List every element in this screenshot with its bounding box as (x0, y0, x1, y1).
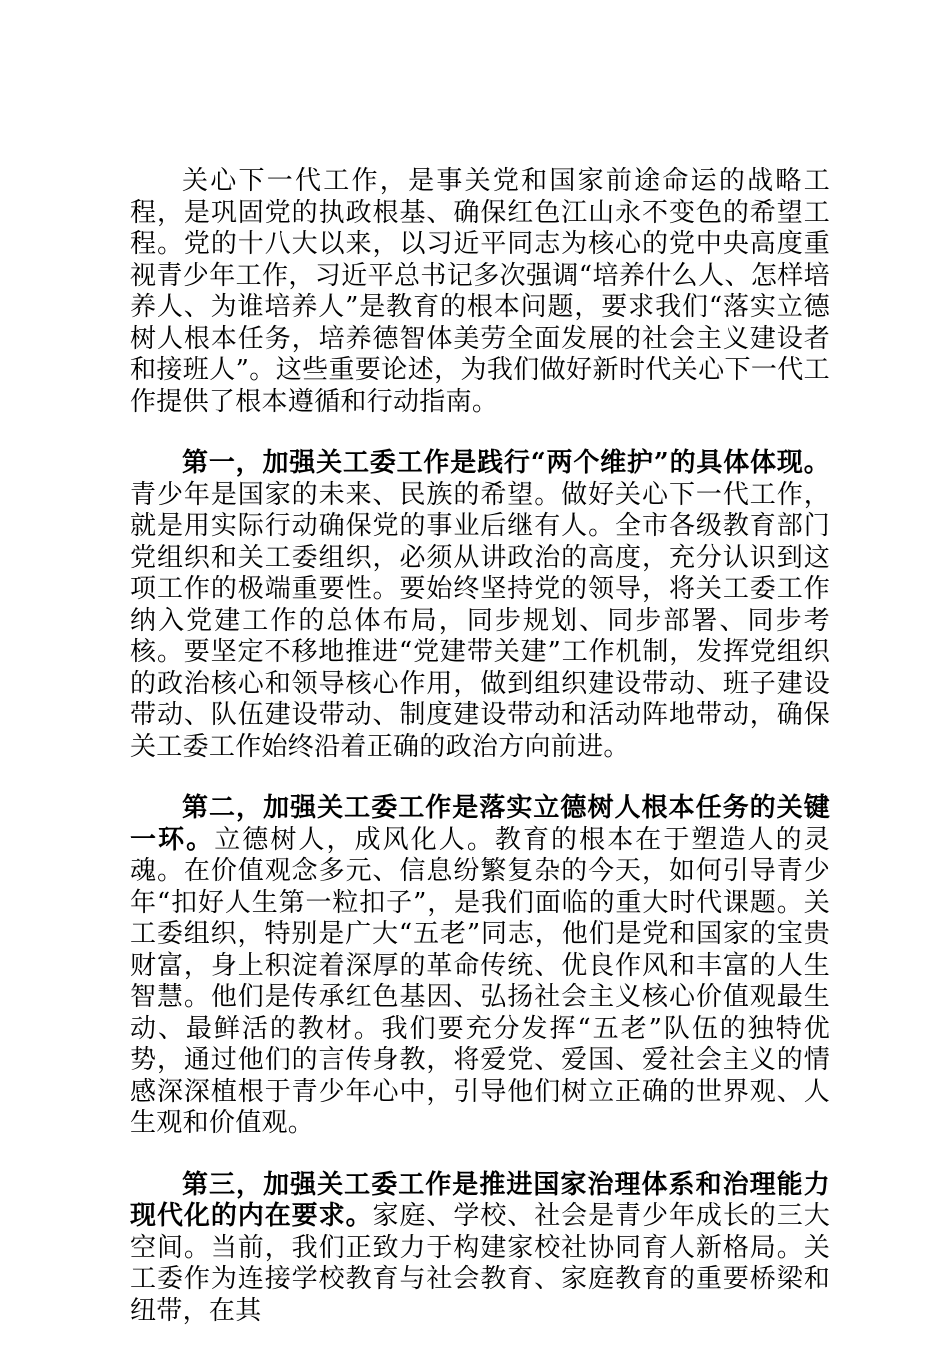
paragraph-lead: 第一，加强关工委工作是践行“两个维护”的具体体现。 (182, 448, 830, 478)
intro-paragraph (130, 166, 830, 418)
point-one-paragraph (130, 448, 830, 763)
paragraph-lead: 第三，加强关工委工作是推进国家治理体系和治理能力现代化的内在要求。 (130, 1169, 830, 1231)
point-two-paragraph (130, 793, 830, 1140)
paragraph-body: 家庭、学校、社会是青少年成长的三大空间。当前，我们正致力于构建家校社协同育人新格局。关工委作为连接学校教育与社会教育、家庭教育的重要桥梁和纽带，在其 (130, 1201, 830, 1326)
paragraph-body: 立德树人，成风化人。教育的根本在于塑造人的灵魂。在价值观念多元、信息纷繁复杂的今天，如何引导青少年“扣好人生第一粒扣子”，是我们面临的重大时代课题。关工委组织，特别是广大“五老”同志，他们是党和国家的宝贵财富，身上积淀着深厚的革命传统、优良作风和丰富的人生智慧。他们是传承红色基因、弘扬社会主义核心价值观最生动、最鲜活的教材。我们要充分发挥“五老”队伍的独特优势，通过他们的言传身教，将爱党、爱国、爱社会主义的情感深深植根于青少年心中，引导他们树立正确的世界观、人生观和价值观。 (130, 824, 830, 1138)
document-page (130, 166, 830, 1357)
paragraph-body: 关心下一代工作，是事关党和国家前途命运的战略工程，是巩固党的执政根基、确保红色江山永不变色的希望工程。党的十八大以来，以习近平同志为核心的党中央高度重视青少年工作，习近平总书记多次强调“培养什么人、怎样培养人、为谁培养人”是教育的根本问题，要求我们“落实立德树人根本任务，培养德智体美劳全面发展的社会主义建设者和接班人”。这些重要论述，为我们做好新时代关心下一代工作提供了根本遵循和行动指南。 (130, 166, 830, 417)
paragraph-lead: 第二，加强关工委工作是落实立德树人根本任务的关键一环。 (130, 793, 830, 855)
point-three-paragraph (130, 1170, 830, 1328)
paragraph-body: 青少年是国家的未来、民族的希望。做好关心下一代工作，就是用实际行动确保党的事业后继有人。全市各级教育部门党组织和关工委组织，必须从讲政治的高度，充分认识到这项工作的极端重要性。要始终坚持党的领导，将关工委工作纳入党建工作的总体布局，同步规划、同步部署、同步考核。要坚定不移地推进“党建带关建”工作机制，发挥党组织的政治核心和领导核心作用，做到组织建设带动、班子建设带动、队伍建设带动、制度建设带动和活动阵地带动，确保关工委工作始终沿着正确的政治方向前进。 (130, 479, 830, 762)
